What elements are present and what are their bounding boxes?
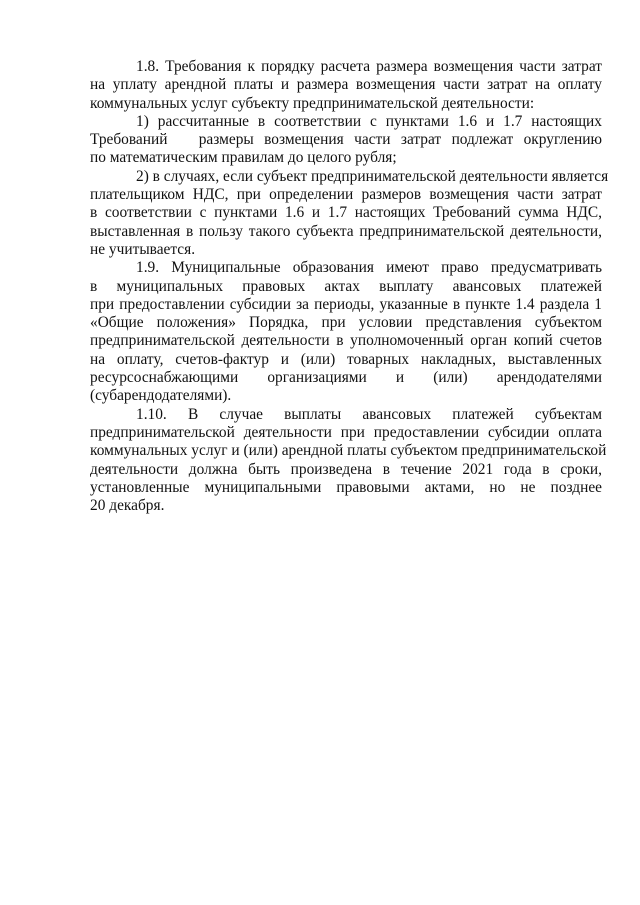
- text-line: деятельности должна быть произведена в течение 2021 года в сроки,: [90, 460, 602, 478]
- text-line: 2) в случаях, если субъект предпринимательской деятельности является: [136, 167, 609, 185]
- paragraph-1-9: [90, 259, 602, 405]
- text-line: предпринимательской деятельности при предоставлении субсидии оплата: [90, 423, 602, 441]
- paragraph-1-8-item-1: [90, 113, 602, 168]
- text-line: в соответствии с пунктами 1.6 и 1.7 настоящих Требований сумма НДС,: [90, 204, 602, 222]
- text-line: по математическим правилам до целого рубля;: [90, 149, 397, 167]
- text-line: Требований размеры возмещения части затрат подлежат округлению: [90, 131, 602, 149]
- text-line: плательщиком НДС, при определении размеров возмещения части затрат: [90, 186, 602, 204]
- text-line: при предоставлении субсидии за периоды, указанные в пункте 1.4 раздела 1: [90, 295, 602, 313]
- text-line: выставленная в пользу такого субъекта предпринимательской деятельности,: [90, 222, 602, 240]
- text-line: на уплату арендной платы и размера возмещения части затрат на оплату: [90, 76, 602, 94]
- text-line: 1.10. В случае выплаты авансовых платежей субъектам: [136, 405, 602, 423]
- text-line: «Общие положения» Порядка, при условии представления субъектом: [90, 314, 602, 332]
- text-line: установленные муниципальными правовыми актами, но не позднее: [90, 478, 602, 496]
- text-line: на оплату, счетов-фактур и (или) товарных накладных, выставленных: [90, 350, 602, 368]
- paragraph-1-10: [90, 405, 607, 516]
- text-line: предпринимательской деятельности в уполномоченный орган копий счетов: [90, 332, 602, 350]
- text-line: в муниципальных правовых актах выплату авансовых платежей: [90, 277, 602, 295]
- text-line: ресурсоснабжающими организациями и (или) арендодателями: [90, 369, 602, 387]
- paragraph-1-8: [90, 58, 602, 113]
- paragraph-1-8-item-2: [90, 167, 609, 259]
- text-line: коммунальных услуг субъекту предпринимательской деятельности:: [90, 94, 535, 112]
- text-line: (субарендодателями).: [90, 387, 232, 405]
- text-line: коммунальных услуг и (или) арендной платы субъектом предпринимательской: [90, 442, 607, 460]
- text-line: 20 декабря.: [90, 497, 165, 515]
- text-line: не учитывается.: [90, 240, 196, 258]
- text-line: 1.9. Муниципальные образования имеют право предусматривать: [136, 259, 602, 277]
- text-line: 1.8. Требования к порядку расчета размера возмещения части затрат: [136, 58, 602, 75]
- text-line: 1) рассчитанные в соответствии с пунктами 1.6 и 1.7 настоящих: [136, 112, 602, 130]
- document-page: [90, 58, 609, 515]
